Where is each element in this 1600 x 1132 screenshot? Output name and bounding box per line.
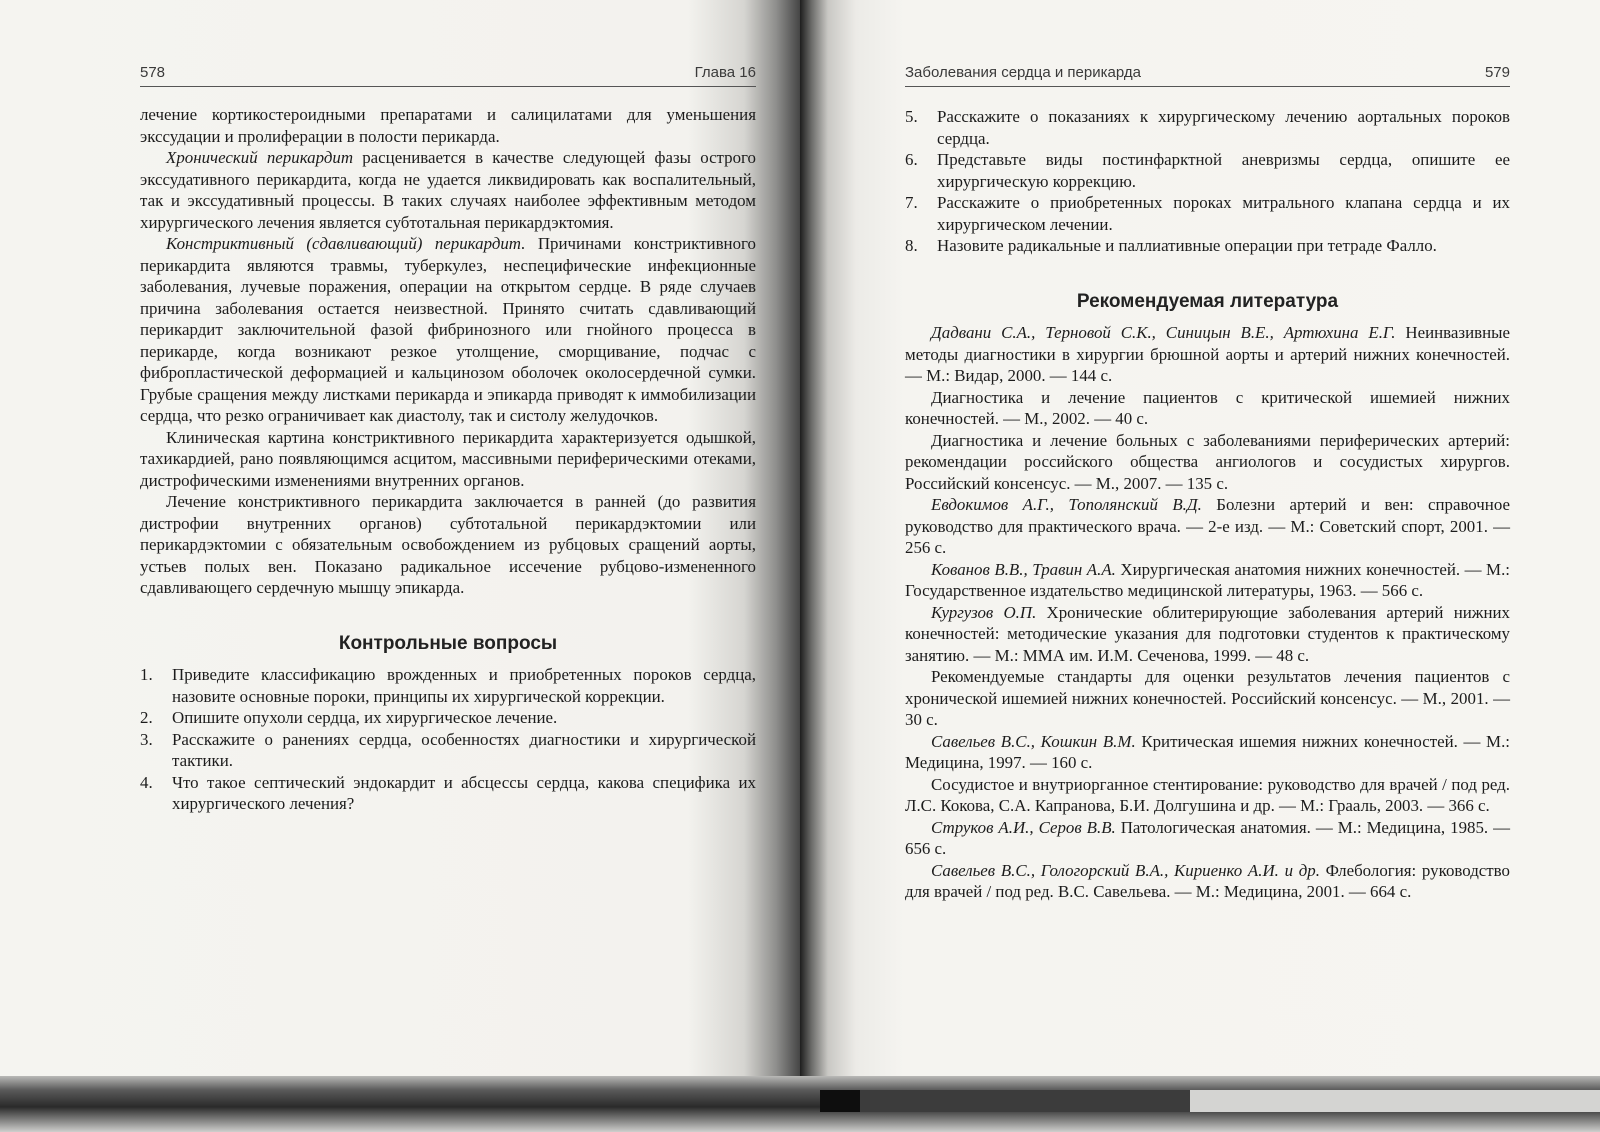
paragraph-underlined: Лечение констриктивного перикардита заключается в ранней (до развития дистрофии внутренних органов) субтотальной перикардэктомии или перикардэктомии с обязательным освобождением из рубцовых сращений аорты, устьев полых вен. Показано радикальное иссечение рубцово-измененного сдавливающего сердечную мышцу эпикарда. <box>140 492 756 597</box>
page-number: 578 <box>140 64 166 81</box>
reference-item: Струков А.И., Серов В.В. Патологическая анатомия. — М.: Медицина, 1985. — 656 с. <box>905 817 1510 858</box>
reference-item: Евдокимов А.Г., Тополянский В.Д. Болезни артерий и вен: справочное руководство для практического врача. — 2-е изд. — М.: Советский спорт, 2001. — 256 с. <box>905 495 1510 557</box>
list-item: 4. Что такое септический эндокардит и абсцессы сердца, какова специфика их хирургического лечения? <box>140 772 756 813</box>
left-body-text <box>140 104 756 815</box>
reference-item: Кургузов О.П. Хронические облитерирующие заболевания артерий нижних конечностей: методические указания для подготовки студентов к практическому занятию. — М.: ММА им. И.М. Сеченова, 1999. — 48 с. <box>905 602 1510 665</box>
list-item: 2. Опишите опухоли сердца, их хирургическое лечение. <box>140 708 558 727</box>
paragraph: Клиническая картина констриктивного перикардита характеризуется одышкой, тахикардией, рано появляющимся асцитом, массивными периферическими отеками, дистрофическими изменениями внутренних органов. <box>140 427 756 490</box>
chapter-title: Глава 16 <box>694 64 756 81</box>
term-chronic-pericarditis: Хронический перикардит <box>166 148 354 167</box>
list-item: 7. Расскажите о приобретенных пороках митрального клапана сердца и их хирургическом лечении. <box>905 193 1510 234</box>
list-item: 3. Расскажите о ранениях сердца, особенностях диагностики и хирургической тактики. <box>140 729 756 770</box>
reference-item: Диагностика и лечение больных с заболеваниями периферических артерий: рекомендации российского общества ангиологов и сосудистых хирургов. Российский консенсус. — М., 2007. — 135 с. <box>905 430 1510 493</box>
reference-item: Савельев В.С., Гологорский В.А., Кириенко А.И. и др. Флебология: руководство для врачей / под ред. В.С. Савельева. — М.: Медицина, 2001. — 664 с. <box>905 860 1510 901</box>
questions-list-right <box>905 106 1510 257</box>
questions-list-left <box>140 664 756 815</box>
right-running-head <box>905 60 1510 87</box>
reference-item: Сосудистое и внутриорганное стентирование: руководство для врачей / под ред. Л.С. Кокова, С.А. Капранова, Б.И. Долгушина и др. — М.: Грааль, 2003. — 366 с. <box>905 774 1510 815</box>
literature-heading: Рекомендуемая литература <box>1076 290 1339 312</box>
left-running-head <box>140 60 756 87</box>
list-item: 1. Приведите классификацию врожденных и приобретенных пороков сердца, назовите основные пороки, принципы их хирургической коррекции. <box>140 665 756 706</box>
paragraph: Хронический перикардит расценивается в качестве следующей фазы острого экссудативного перикардита, когда не удается ликвидировать как воспалительный, так и экссудативный процессы. В таких случаях наиболее эффективным методом хирургического лечения является субтотальная перикардэктомия. <box>140 148 756 232</box>
list-item: 8. Назовите радикальные и паллиативные операции при тетраде Фалло. <box>905 236 1437 255</box>
references-list <box>905 322 1510 903</box>
scan-bottom-shadow <box>0 1076 1600 1132</box>
paragraph: Констриктивный (сдавливающий) перикардит. Причинами констриктивного перикардита являются травмы, туберкулез, неспецифические инфекционные заболевания, лучевые поражения, операции на открытом сердце. В ряде случаев причина заболевания остается неизвестной. Принято считать сдавливающий перикардит заключительной фазой фибринозного или гнойного процесса в перикарде, когда возникают резкое утолщение, сморщивание, подчас с фибропластической деформацией и кальцинозом оболочек околосердечной сумки. Грубые сращения между листками перикарда и эпикарда приводят к иммобилизации сердца, что резко ограничивает как диастолу, так и систолу желудочков. <box>140 234 756 425</box>
questions-heading: Контрольные вопросы <box>338 632 558 654</box>
term-constrictive-pericarditis: Констриктивный (сдавливающий) перикардит. <box>166 234 526 253</box>
page-number: 579 <box>1484 64 1510 81</box>
reference-item: Кованов В.В., Травин А.А. Хирургическая анатомия нижних конечностей. — М.: Государственное издательство медицинской литературы, 1963. — 566 с. <box>905 559 1510 600</box>
reference-item: Диагностика и лечение пациентов с критической ишемией нижних конечностей. — М., 2002. — 40 с. <box>905 387 1510 428</box>
reference-item: Рекомендуемые стандарты для оценки результатов лечения пациентов с хронической ишемией нижних конечностей. Российский консенсус. — М., 2001. — 30 с. <box>905 667 1510 729</box>
chapter-title: Заболевания сердца и перикарда <box>905 64 1141 81</box>
list-item: 6. Представьте виды постинфарктной аневризмы сердца, опишите ее хирургическую коррекцию. <box>905 150 1510 191</box>
reference-item: Дадвани С.А., Терновой С.К., Синицын В.Е., Артюхина Е.Г. Неинвазивные методы диагностики в хирургии брюшной аорты и артерий нижних конечностей. — М.: Видар, 2000. — 144 с. <box>905 323 1510 385</box>
list-item: 5. Расскажите о показаниях к хирургическому лечению аортальных пороков сердца. <box>905 107 1510 148</box>
right-body-text <box>905 106 1510 903</box>
paragraph: лечение кортикостероидными препаратами и салицилатами для уменьшения экссудации и пролиферации в полости перикарда. <box>140 105 756 146</box>
reference-item: Савельев В.С., Кошкин В.М. Критическая ишемия нижних конечностей. — М.: Медицина, 1997. — 160 с. <box>905 731 1510 772</box>
